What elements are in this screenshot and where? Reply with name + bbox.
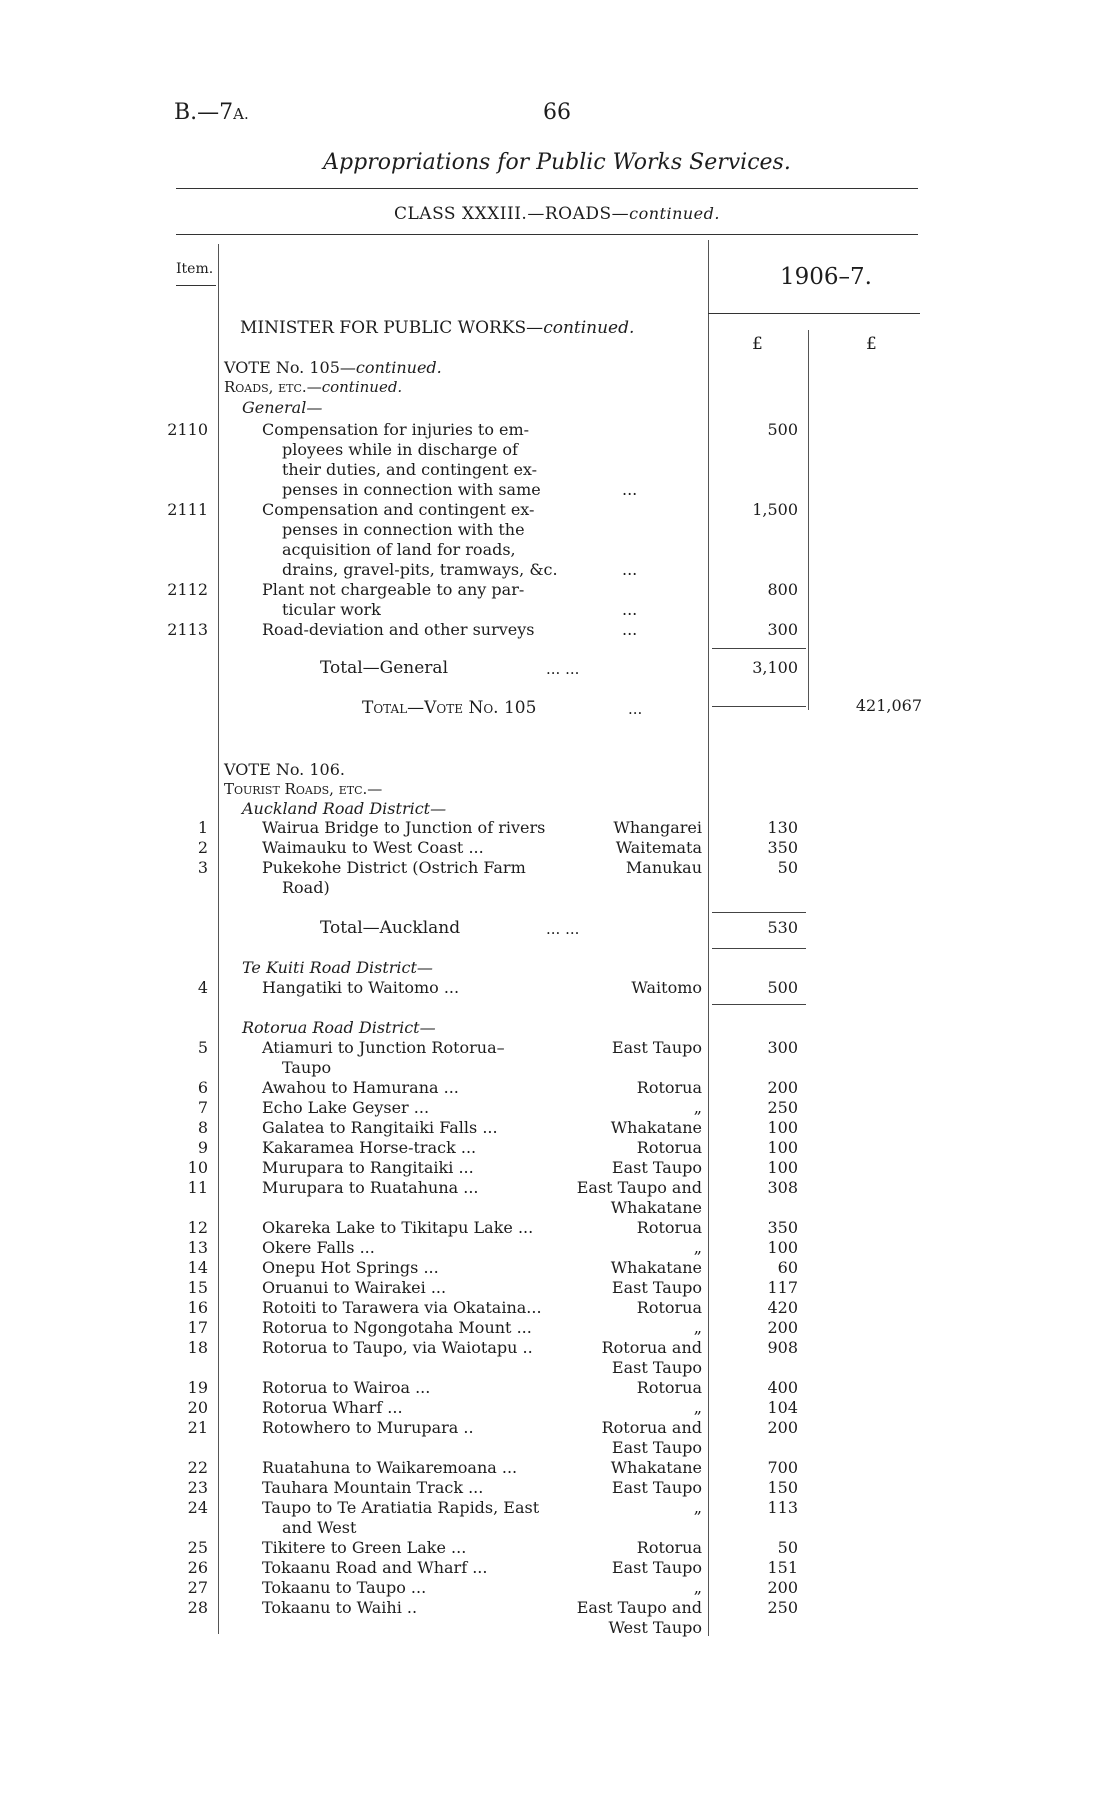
- total-vote-105-dots: ...: [628, 700, 643, 718]
- electoral-district: East Taupo: [611, 1158, 702, 1177]
- item-description: Rotowhero to Murupara ..: [262, 1418, 474, 1437]
- leader-dots: ...: [622, 620, 638, 639]
- item-number: 24: [187, 1498, 208, 1517]
- electoral-district: „: [693, 1098, 702, 1117]
- item-amount: 150: [767, 1478, 798, 1497]
- auckland-item-row: [0, 818, 1114, 838]
- item-description: Wairua Bridge to Junction of rivers: [262, 818, 546, 837]
- item-description: Okere Falls ...: [262, 1238, 375, 1257]
- item-description: Hangatiki to Waitomo ...: [262, 978, 460, 997]
- rotorua-item-row: [0, 1278, 1114, 1298]
- item-amount: 300: [767, 1038, 798, 1057]
- rotorua-item-row: [0, 1178, 1114, 1218]
- rotorua-item-row: [0, 1578, 1114, 1598]
- title-rule: [176, 188, 918, 189]
- item-description: Tokaanu Road and Wharf ...: [262, 1558, 488, 1577]
- rotorua-item-row: [0, 1558, 1114, 1578]
- item-number: 26: [187, 1558, 208, 1577]
- item-description: Tokaanu to Taupo ...: [262, 1578, 427, 1597]
- item-number: 2111: [167, 500, 208, 519]
- pound-total-header: £: [866, 334, 877, 354]
- electoral-district: East Taupo: [611, 1358, 702, 1377]
- page-title: Appropriations for Public Works Services.: [323, 150, 791, 175]
- item-amount: 800: [767, 580, 798, 599]
- item-amount: 400: [767, 1378, 798, 1397]
- item-description: Atiamuri to Junction Rotorua–: [262, 1038, 505, 1057]
- item-description: ticular work: [282, 600, 381, 619]
- rotorua-item-row: [0, 1218, 1114, 1238]
- item-amount: 908: [767, 1338, 798, 1357]
- page-number: 66: [543, 100, 571, 125]
- electoral-district: Manukau: [625, 858, 702, 877]
- item-amount: 50: [777, 1538, 798, 1557]
- item-description: Road): [282, 878, 330, 897]
- total-general-amount: 3,100: [752, 658, 798, 677]
- item-number: 13: [187, 1238, 208, 1257]
- rotorua-item-row: [0, 1158, 1114, 1178]
- electoral-district: Rotorua: [636, 1218, 702, 1237]
- item-amount: 700: [767, 1458, 798, 1477]
- item-number: 11: [187, 1178, 208, 1197]
- auckland-total-rule: [712, 948, 806, 949]
- item-amount: 50: [777, 858, 798, 877]
- rotorua-item-row: [0, 1458, 1114, 1478]
- rotorua-item-row: [0, 1598, 1114, 1638]
- item-description: Waimauku to West Coast ...: [262, 838, 484, 857]
- electoral-district: Rotorua: [636, 1078, 702, 1097]
- item-description: penses in connection with same: [282, 480, 541, 499]
- auckland-item-row: [0, 858, 1114, 898]
- total-general-dots: ... ...: [546, 660, 580, 678]
- general-subtotal-rule: [712, 648, 806, 649]
- item-number: 2113: [167, 620, 208, 639]
- te-kuiti-rule: [712, 1004, 806, 1005]
- item-amount: 1,500: [752, 500, 798, 519]
- item-description: Taupo to Te Aratiatia Rapids, East: [262, 1498, 540, 1517]
- vote-105-item-row: [0, 620, 1114, 640]
- vote-105-item-row: [0, 420, 1114, 500]
- item-description: Okareka Lake to Tikitapu Lake ...: [262, 1218, 534, 1237]
- item-description: Tikitere to Green Lake ...: [262, 1538, 467, 1557]
- leader-dots: ...: [622, 480, 638, 499]
- item-amount: 308: [767, 1178, 798, 1197]
- item-description: and West: [282, 1518, 357, 1537]
- item-amount: 100: [767, 1138, 798, 1157]
- item-description: Taupo: [282, 1058, 332, 1077]
- auckland-group-heading: Auckland Road District—: [242, 799, 447, 818]
- item-number: 3: [197, 858, 208, 877]
- item-description: Murupara to Ruatahuna ...: [262, 1178, 479, 1197]
- electoral-district: Waitomo: [631, 978, 702, 997]
- item-amount: 100: [767, 1118, 798, 1137]
- rotorua-item-row: [0, 1078, 1114, 1098]
- leader-dots: ...: [622, 600, 638, 619]
- item-amount: 151: [767, 1558, 798, 1577]
- item-number: 2110: [167, 420, 208, 439]
- rotorua-item-row: [0, 1478, 1114, 1498]
- item-description: Ruatahuna to Waikaremoana ...: [262, 1458, 518, 1477]
- rotorua-item-row: [0, 1378, 1114, 1398]
- item-description: Compensation and contingent ex-: [262, 500, 535, 519]
- electoral-district: East Taupo and: [576, 1178, 702, 1197]
- electoral-district: „: [693, 1578, 702, 1597]
- item-number: 14: [187, 1258, 208, 1277]
- year-column-header: 1906–7.: [780, 264, 872, 290]
- total-auckland-dots: ... ...: [546, 920, 580, 938]
- minister-heading: MINISTER FOR PUBLIC WORKS—continued.: [240, 318, 635, 338]
- item-description: Compensation for injuries to em-: [262, 420, 530, 439]
- item-number: 2112: [167, 580, 208, 599]
- item-number: 15: [187, 1278, 208, 1297]
- total-auckland-label: Total—Auckland: [320, 918, 461, 938]
- item-number: 25: [187, 1538, 208, 1557]
- item-description: their duties, and contingent ex-: [282, 460, 538, 479]
- item-description: drains, gravel-pits, tramways, &c.: [282, 560, 558, 579]
- rotorua-item-row: [0, 1318, 1114, 1338]
- electoral-district: East Taupo: [611, 1478, 702, 1497]
- rotorua-item-row: [0, 1258, 1114, 1278]
- item-amount: 250: [767, 1598, 798, 1617]
- rotorua-item-row: [0, 1098, 1114, 1118]
- item-amount: 104: [767, 1398, 798, 1417]
- electoral-district: East Taupo: [611, 1558, 702, 1577]
- item-number: 7: [197, 1098, 208, 1117]
- item-description: Murupara to Rangitaiki ...: [262, 1158, 474, 1177]
- item-number: 23: [187, 1478, 208, 1497]
- item-description: Pukekohe District (Ostrich Farm: [262, 858, 526, 877]
- item-number: 17: [187, 1318, 208, 1337]
- rotorua-group-heading: Rotorua Road District—: [242, 1018, 436, 1037]
- item-description: Echo Lake Geyser ...: [262, 1098, 430, 1117]
- item-amount: 200: [767, 1418, 798, 1437]
- electoral-district: Whakatane: [610, 1198, 702, 1217]
- te-kuiti-item-row: [0, 978, 1114, 998]
- item-amount: 300: [767, 620, 798, 639]
- electoral-district: Rotorua: [636, 1538, 702, 1557]
- vote-105-item-row: [0, 500, 1114, 580]
- vote-106-subheading: Tourist Roads, etc.—: [224, 780, 383, 798]
- electoral-district: „: [693, 1318, 702, 1337]
- vote-106-heading: VOTE No. 106.: [224, 760, 345, 779]
- item-description: Awahou to Hamurana ...: [262, 1078, 459, 1097]
- electoral-district: East Taupo: [611, 1278, 702, 1297]
- item-amount: 100: [767, 1238, 798, 1257]
- item-number: 1: [197, 818, 208, 837]
- electoral-district: Whakatane: [610, 1258, 702, 1277]
- item-number: 22: [187, 1458, 208, 1477]
- item-number: 20: [187, 1398, 208, 1417]
- item-description: Road-deviation and other surveys: [262, 620, 535, 639]
- electoral-district: Rotorua and: [601, 1338, 702, 1357]
- electoral-district: East Taupo: [611, 1038, 702, 1057]
- item-amount: 130: [767, 818, 798, 837]
- electoral-district: „: [693, 1398, 702, 1417]
- item-description: Galatea to Rangitaiki Falls ...: [262, 1118, 498, 1137]
- item-number: 12: [187, 1218, 208, 1237]
- auckland-item-row: [0, 838, 1114, 858]
- item-description: Onepu Hot Springs ...: [262, 1258, 439, 1277]
- electoral-district: Waitemata: [615, 838, 702, 857]
- item-number: 16: [187, 1298, 208, 1317]
- leader-dots: ...: [622, 560, 638, 579]
- pound-column-header: £: [752, 334, 763, 354]
- item-number: 6: [197, 1078, 208, 1097]
- rotorua-item-row: [0, 1138, 1114, 1158]
- item-amount: 500: [767, 420, 798, 439]
- item-description: ployees while in discharge of: [282, 440, 518, 459]
- rotorua-item-row: [0, 1418, 1114, 1458]
- general-group-heading: General—: [242, 398, 323, 417]
- electoral-district: East Taupo and: [576, 1598, 702, 1617]
- auckland-subtotal-rule: [712, 912, 806, 913]
- electoral-district: Rotorua and: [601, 1418, 702, 1437]
- vote-105-heading: VOTE No. 105—continued.: [224, 358, 442, 377]
- electoral-district: Whakatane: [610, 1118, 702, 1137]
- item-header-rule: [176, 285, 216, 286]
- item-description: acquisition of land for roads,: [282, 540, 516, 559]
- item-number: 4: [197, 978, 208, 997]
- item-description: Tauhara Mountain Track ...: [262, 1478, 484, 1497]
- item-amount: 350: [767, 1218, 798, 1237]
- year-header-rule: [708, 313, 920, 314]
- vote-105-total-rule: [712, 706, 806, 707]
- item-description: Rotorua to Ngongotaha Mount ...: [262, 1318, 532, 1337]
- rotorua-item-row: [0, 1118, 1114, 1138]
- table-top-rule: [176, 234, 918, 235]
- item-description: Rotorua to Wairoa ...: [262, 1378, 431, 1397]
- item-description: penses in connection with the: [282, 520, 525, 539]
- electoral-district: Whakatane: [610, 1458, 702, 1477]
- total-general-label: Total—General: [320, 658, 449, 678]
- item-number: 28: [187, 1598, 208, 1617]
- item-amount: 117: [767, 1278, 798, 1297]
- item-description: Kakaramea Horse-track ...: [262, 1138, 477, 1157]
- item-number: 5: [197, 1038, 208, 1057]
- electoral-district: Whangarei: [613, 818, 702, 837]
- item-amount: 113: [767, 1498, 798, 1517]
- item-column-header: Item.: [176, 261, 214, 277]
- item-amount: 350: [767, 838, 798, 857]
- rotorua-item-row: [0, 1498, 1114, 1538]
- item-description: Plant not chargeable to any par-: [262, 580, 525, 599]
- class-heading: CLASS XXXIII.—ROADS—continued.: [394, 204, 720, 224]
- item-number: 18: [187, 1338, 208, 1357]
- item-amount: 200: [767, 1578, 798, 1597]
- item-number: 19: [187, 1378, 208, 1397]
- item-amount: 200: [767, 1318, 798, 1337]
- total-vote-105-label: Total—Vote No. 105: [362, 698, 537, 718]
- item-amount: 60: [777, 1258, 798, 1277]
- item-description: Rotoiti to Tarawera via Okataina...: [262, 1298, 542, 1317]
- item-number: 27: [187, 1578, 208, 1597]
- item-amount: 420: [767, 1298, 798, 1317]
- vote-105-subheading: Roads, etc.—continued.: [224, 378, 403, 396]
- electoral-district: West Taupo: [608, 1618, 702, 1637]
- rotorua-item-row: [0, 1238, 1114, 1258]
- item-number: 8: [197, 1118, 208, 1137]
- item-description: Rotorua to Taupo, via Waiotapu ..: [262, 1338, 533, 1357]
- electoral-district: Rotorua: [636, 1378, 702, 1397]
- electoral-district: „: [693, 1498, 702, 1517]
- te-kuiti-group-heading: Te Kuiti Road District—: [242, 958, 433, 977]
- item-description: Oruanui to Wairakei ...: [262, 1278, 447, 1297]
- vote-105-item-row: [0, 580, 1114, 620]
- electoral-district: Rotorua: [636, 1138, 702, 1157]
- item-number: 21: [187, 1418, 208, 1437]
- electoral-district: East Taupo: [611, 1438, 702, 1457]
- item-amount: 500: [767, 978, 798, 997]
- item-description: Rotorua Wharf ...: [262, 1398, 403, 1417]
- total-vote-105-amount: 421,067: [855, 696, 922, 715]
- rotorua-item-row: [0, 1038, 1114, 1078]
- electoral-district: „: [693, 1238, 702, 1257]
- item-amount: 200: [767, 1078, 798, 1097]
- item-number: 9: [197, 1138, 208, 1157]
- item-number: 10: [187, 1158, 208, 1177]
- document-reference: B.—7A.: [174, 100, 249, 125]
- rotorua-item-row: [0, 1538, 1114, 1558]
- rotorua-item-row: [0, 1338, 1114, 1378]
- rotorua-item-row: [0, 1298, 1114, 1318]
- electoral-district: Rotorua: [636, 1298, 702, 1317]
- item-amount: 250: [767, 1098, 798, 1117]
- rotorua-item-row: [0, 1398, 1114, 1418]
- total-auckland-amount: 530: [767, 918, 798, 937]
- item-number: 2: [197, 838, 208, 857]
- item-amount: 100: [767, 1158, 798, 1177]
- item-description: Tokaanu to Waihi ..: [262, 1598, 418, 1617]
